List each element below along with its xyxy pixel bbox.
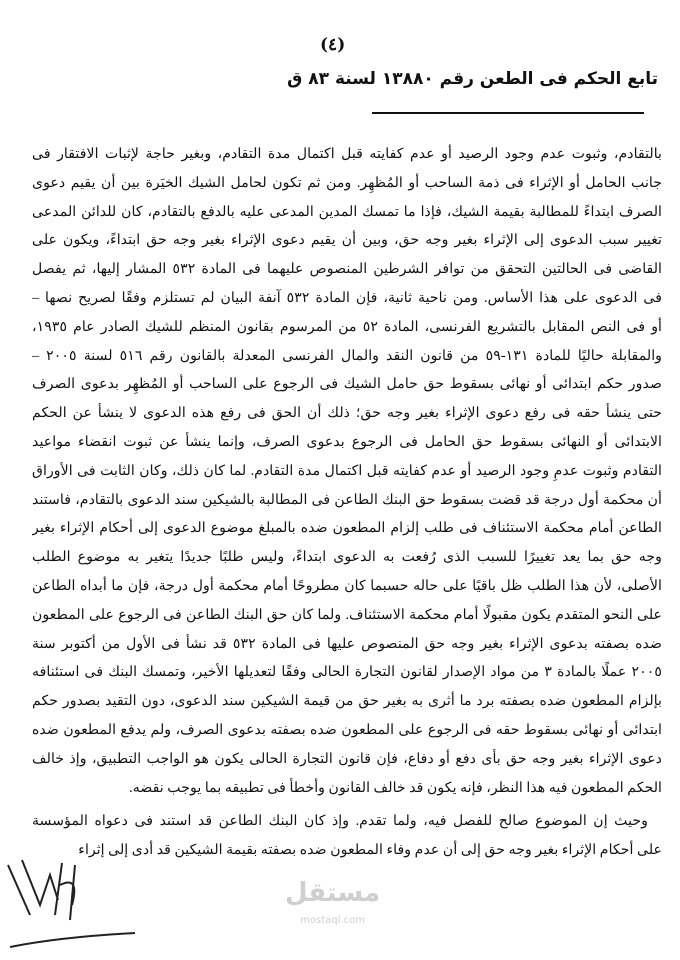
text-line: الأصلى، لأن هذا الطلب ظل باقيًا على حاله حسبما كان مطروحًا أمام محكمة أول درجة، فإن ما أبداه الطاعن	[32, 577, 662, 594]
text-line: الحكم المطعون فيه هذا النظر، فإنه يكون قد خالف القانون وأخطأ فى تطبيقه بما يوجب نقضه.	[129, 779, 662, 796]
text-line: صدور حكم ابتدائى أو نهائى بسقوط حق حامل الشيك فى الرجوع على الساحب أو المُظهِر بدعوى الصرف	[32, 376, 662, 393]
text-line: بإلزام المطعون ضده بصفته برد ما أثرى به بغير حق من قيمة الشيكين سند الدعوى، دون التقيد بصدور حكم	[32, 693, 662, 710]
text-line: ابتدائى أو نهائى بسقوط حقه فى الرجوع على المطعون ضده بصفته بدعوى الصرف، ولم يدفع المطعون ضده	[32, 721, 662, 738]
handwritten-signature	[0, 845, 180, 955]
text-line: القاضى فى الحالتين التحقق من توافر الشرطين المنصوص عليهما فى المادة ٥٣٢ المشار إليها، ثم يفصل	[32, 261, 662, 278]
document-body	[32, 140, 662, 865]
text-line: وجه حق بما يعد تغييرًا للسبب الذى رُفعت به الدعوى ابتداءً، وليس طلبًا جديدًا يتغير به موضوع الطلب	[32, 549, 662, 566]
text-line: والمقابلة حاليًا للمادة ١٣١-٥٩ من قانون النقد والمال الفرنسى المعدلة بالقانون رقم ٥١٦ لسنة ٢٠٠٥ –	[32, 347, 662, 364]
text-line: ٢٠٠٥ عملًا بالمادة ٣ من مواد الإصدار لقانون التجارة الحالى وفقًا لتعديلها الأخير، وتمسك البنك فى استئنافه	[32, 664, 662, 681]
watermark-arabic: مستقل	[285, 878, 381, 908]
watermark	[285, 874, 380, 928]
text-line: تغيير سبب الدعوى إلى الإثراء بغير وجه حق، وبين أن يقيم دعوى الإثراء بغير وجه حق ابتداءً، ويكون على	[32, 232, 662, 249]
text-line: دعوى الإثراء بغير وجه حق بأى دفع أو دفاع، فإن قانون التجارة الحالى يكون هو الواجب التطبيق، وإذ خالف	[32, 750, 662, 767]
text-line: حتى ينشأ حقه فى رفع دعوى الإثراء بغير وجه حق؛ ذلك أن الحق فى رفع هذه الدعوى لا ينشأ عن الحكم	[32, 405, 662, 422]
document-header-title: تابع الحكم فى الطعن رقم ١٣٨٨٠ لسنة ٨٣ ق	[287, 69, 658, 89]
text-line: الابتدائى أو النهائى بسقوط حق الحامل فى الرجوع بدعوى الصرف، وإنما ينشأ عن ثبوت انقضاء مواعيد	[32, 433, 662, 450]
watermark-latin: mostaql.com	[300, 915, 365, 926]
text-line: على النحو المتقدم يكون مقبولًا أمام محكمة الاستئناف. ولما كان حق البنك الطاعن فى الرجوع على المطعون	[32, 606, 662, 623]
text-line: جانب الحامل أو الإثراء فى ذمة الساحب أو المُظهِر. ومن ثم تكون لحامل الشيك الخيَرة بين أن يقيم دعوى	[32, 174, 662, 191]
text-line: الطاعن أمام محكمة الاستئناف فى طلب إلزام المطعون ضده بالمبلغ موضوع الدعوى إلى أحكام الإثراء بغير	[32, 520, 662, 537]
page-number: (٤)	[320, 35, 346, 55]
text-line: فى الدعوى على هذا الأساس. ومن ناحية ثانية، فإن المادة ٥٣٢ آنفة البيان لم تستلزم وفقًا لصريح نصها –	[32, 289, 662, 306]
text-line: ضده بصفته بدعوى الإثراء بغير وجه حق المنصوص عليها فى المادة ٥٣٢ قد نشأ فى الأول من أكتوبر سنة	[32, 635, 662, 652]
paragraph-1	[32, 140, 662, 802]
text-line: وحيث إن الموضوع صالح للفصل فيه، ولما تقدم. وإذ كان البنك الطاعن قد استند فى دعواه المؤسسة	[32, 813, 648, 830]
text-line: أن محكمة أول درجة قد قضت بسقوط حق البنك الطاعن فى المطالبة بالشيكين سند الدعوى بالتقادم، فاستند	[32, 491, 662, 508]
text-line: على أحكام الإثراء بغير وجه حق إلى أن عدم وفاء المطعون ضده بصفته بقيمة الشيكين قد أدى إلى إثراء	[78, 842, 662, 859]
text-line: بالتقادم، وثبوت عدم وجود الرصيد أو عدم كفايته قبل اكتمال مدة التقادم، وبغير حاجة لإثبات الافتقار فى	[32, 146, 662, 162]
text-line: أو فى النص المقابل بالتشريع الفرنسى، المادة ٥٢ من المرسوم بقانون المنظم للشيك الصادر عام ١٩٣٥،	[32, 318, 662, 335]
text-line: التقادم وثبوت عدمِ وجود الرصيد أو عدم كفايته قبل اكتمال مدة التقادم. لما كان ذلك، وكان الثابت فى الأوراق	[32, 462, 662, 479]
text-line: الصرف ابتداءً للمطالبة بقيمة الشيك، فإذا ما تمسك المدين المدعى عليه بالدفع بالتقادم، كان للدائن المدعى	[32, 203, 662, 220]
header-underline	[372, 112, 644, 114]
